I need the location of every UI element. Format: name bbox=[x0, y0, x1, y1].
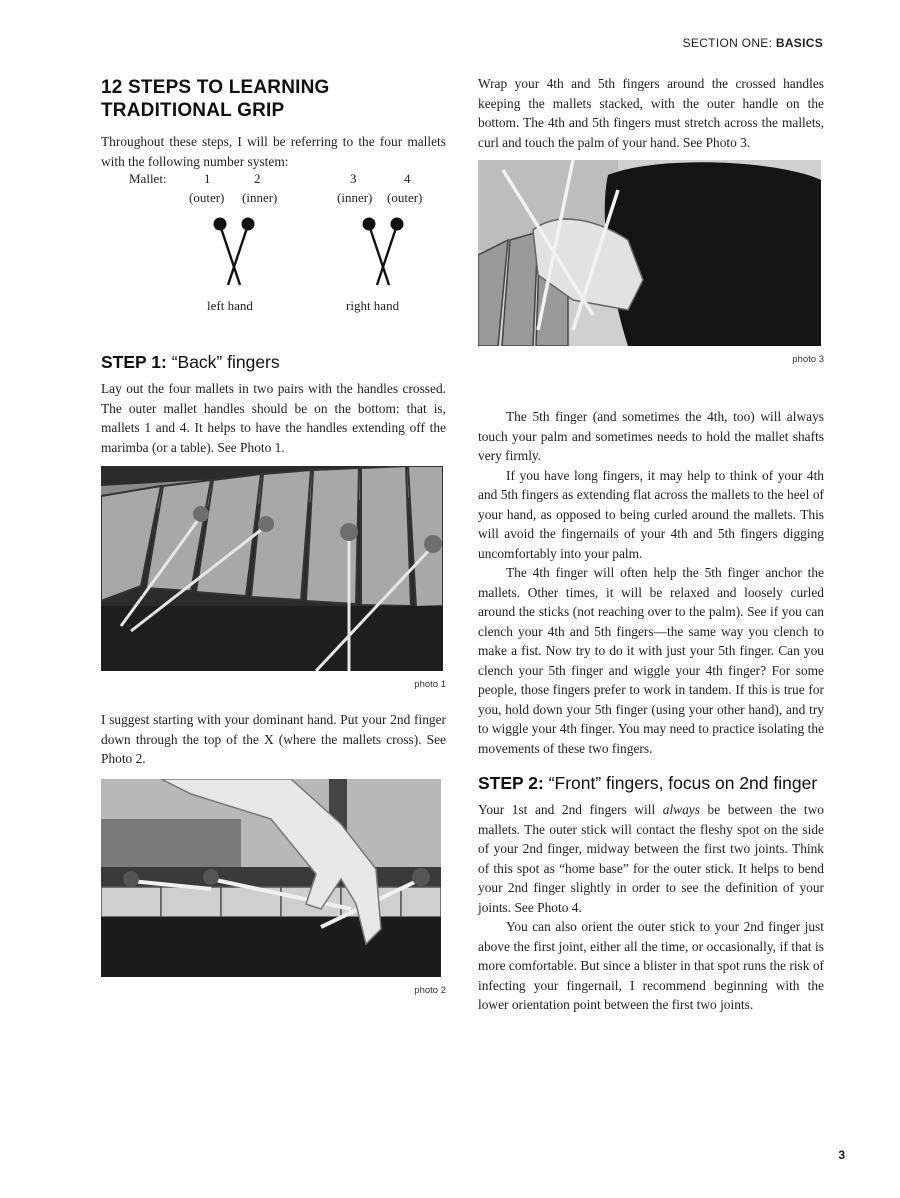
mallet-label: Mallet: bbox=[129, 171, 167, 186]
long-fingers-paragraph: If you have long fingers, it may help to think of your 4th and 5th fingers as extending flat across the mallets to the heel of your hand, as opposed to being curled around the mallets. This will avoid the fingernails of your 4th and 5th fingers digging uncomfortably into your palm. bbox=[478, 467, 824, 561]
photo-3-caption: photo 3 bbox=[792, 354, 824, 365]
dominant-hand-paragraph: I suggest starting with your dominant hand. Put your 2nd finger down through the top of the X (where the mallets cross). See Photo 2. bbox=[101, 712, 446, 766]
page-title bbox=[101, 76, 446, 122]
left-column bbox=[101, 76, 446, 996]
fourth-finger-paragraph: The 4th finger will often help the 5th finger anchor the mallets. Other times, it will be relaxed and loosely curled around the sticks (not reaching over to the palm). See if you can clench your 4th and 5th fingers—the same way you clench to make a fist. Now try to do it with just your 5th finger. Can you clench your 5th finger and wiggle your 4th finger? For some people, those fingers prefer to work in tandem. If this is true for you, hold down your 5th finger (using your other hand), and try to wiggle your 4th finger. You may need to practice isolating the movements of these two fingers. bbox=[478, 565, 824, 756]
mallet-number-diagram bbox=[101, 173, 446, 313]
mallet-num-1: 1 bbox=[204, 171, 211, 186]
step-1-title: “Back” fingers bbox=[166, 352, 280, 372]
step-2-title: “Front” fingers, focus on 2nd finger bbox=[543, 773, 818, 793]
step-1-number: STEP 1: bbox=[101, 352, 167, 372]
header-section: SECTION ONE: bbox=[682, 36, 776, 50]
photo-2-image bbox=[101, 779, 441, 977]
photo-1-caption: photo 1 bbox=[414, 679, 446, 690]
mallet-num-3: 3 bbox=[350, 171, 357, 186]
right-column bbox=[478, 74, 824, 1015]
orient-paragraph: You can also orient the outer stick to your 2nd finger just above the first joint, either all the time, or occasionally, if that is more comfortable. But since a blister in that spot runs the risk of infecting your fingernail, I recommend beginning with the lower orientation point between the first two joints. bbox=[478, 919, 824, 1012]
step-2-number: STEP 2: bbox=[478, 773, 544, 793]
page-number: 3 bbox=[838, 1148, 845, 1162]
step-2-paragraph bbox=[478, 800, 824, 917]
photo-1-image bbox=[101, 466, 443, 671]
photo-3-image bbox=[478, 160, 821, 346]
photo-3 bbox=[478, 160, 821, 346]
step-1-heading bbox=[101, 351, 446, 373]
photo-2 bbox=[101, 779, 441, 977]
mallet-pos-1: (outer) bbox=[189, 190, 225, 205]
right-hand-label: right hand bbox=[346, 298, 400, 313]
fifth-finger-paragraph: The 5th finger (and sometimes the 4th, too) will always touch your palm and sometimes needs to hold the mallet shafts very firmly. bbox=[478, 409, 824, 463]
step-2-emphasis: always bbox=[662, 802, 700, 817]
wrap-fingers-paragraph: Wrap your 4th and 5th fingers around the crossed handles keeping the mallets stacked, with the outer handle on the bottom. The 4th and 5th fingers must stretch across the mallets, curl and touch the palm of your hand. See Photo 3. bbox=[478, 76, 824, 150]
right-hand-mallets-icon bbox=[355, 215, 415, 287]
step-1-paragraph: Lay out the four mallets in two pairs with the handles crossed. The outer mallet handles should be on the bottom: that is, mallets 1 and 4. It helps to have the handles extending off the marimba (or a table). See Photo 1. bbox=[101, 381, 446, 455]
mallet-pos-2: (inner) bbox=[242, 190, 278, 205]
photo-2-caption: photo 2 bbox=[414, 984, 446, 996]
mallet-num-2: 2 bbox=[254, 171, 261, 186]
left-hand-label: left hand bbox=[207, 298, 253, 313]
step-2-text-b: be between the two mallets. The outer stick will contact the fleshy spot on the side of your 2nd finger, midway between the first two joints. Think of this spot as “home base” for the outer stick. It helps to bend your 2nd finger slightly in order to see the definition of your joints. See Photo 4. bbox=[478, 802, 825, 915]
header-section-bold: BASICS bbox=[775, 36, 823, 50]
running-header bbox=[683, 36, 823, 50]
mallet-pos-3: (inner) bbox=[337, 190, 373, 205]
mallet-pos-4: (outer) bbox=[387, 190, 423, 205]
left-hand-mallets-icon bbox=[206, 215, 266, 287]
intro-paragraph: Throughout these steps, I will be referring to the four mallets with the following number system: bbox=[101, 134, 446, 169]
title-line-2: TRADITIONAL GRIP bbox=[101, 100, 285, 121]
step-2-heading bbox=[478, 772, 824, 794]
step-2-text-a: Your 1st and 2nd fingers will bbox=[478, 802, 663, 817]
title-line-1: 12 STEPS TO LEARNING bbox=[101, 77, 330, 98]
mallet-num-4: 4 bbox=[404, 171, 411, 186]
photo-1 bbox=[101, 466, 443, 671]
